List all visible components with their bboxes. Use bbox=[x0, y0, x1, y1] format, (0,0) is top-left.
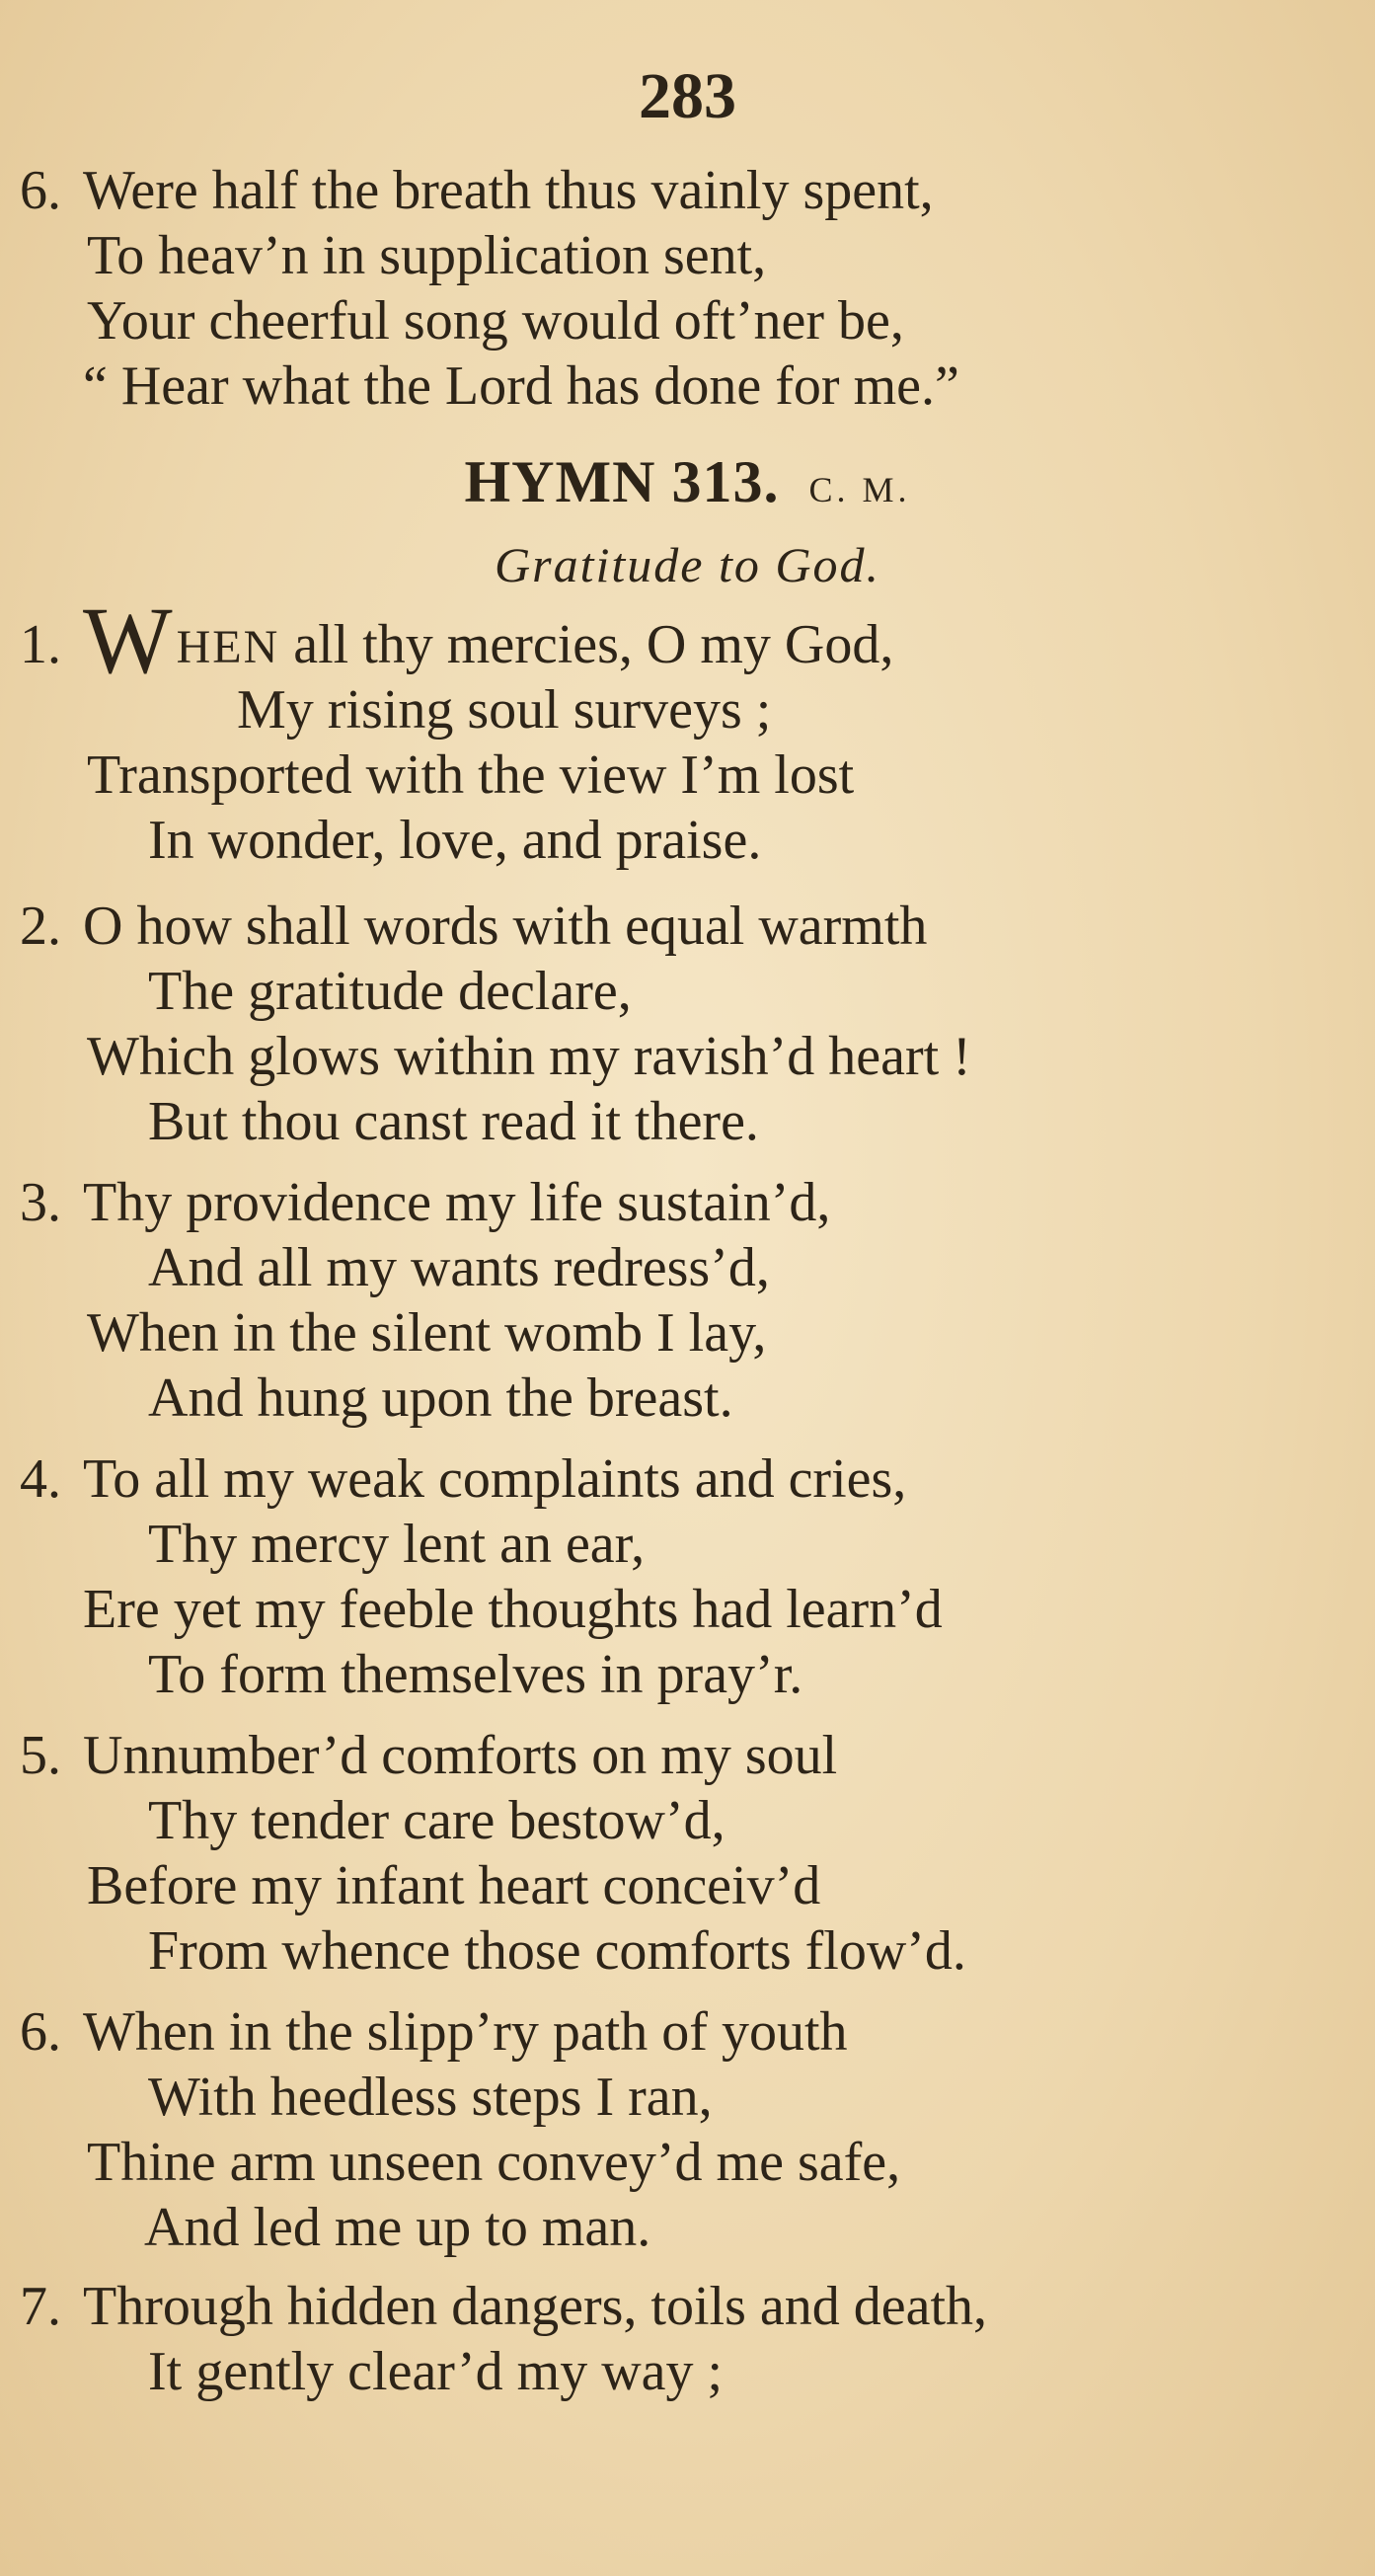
verse-line: My rising soul surveys ; bbox=[237, 679, 772, 741]
verse-line: “ Hear what the Lord has done for me.” bbox=[83, 355, 959, 417]
hymn-number: HYMN 313. bbox=[464, 449, 780, 514]
stanza-number: 5. bbox=[20, 1725, 61, 1786]
verse-line: Through hidden dangers, toils and death, bbox=[83, 2276, 988, 2337]
stanza-number: 6. bbox=[20, 2001, 61, 2063]
verse-line: Thine arm unseen convey’d me safe, bbox=[87, 2132, 901, 2193]
first-verse-line bbox=[83, 587, 894, 693]
verse-line: Thy providence my life sustain’d, bbox=[83, 1172, 831, 1233]
verse-line: The gratitude declare, bbox=[148, 961, 632, 1022]
verse-line: Before my infant heart conceiv’d bbox=[87, 1855, 821, 1916]
verse-line: To form themselves in pray’r. bbox=[148, 1644, 803, 1705]
stanza-number: 4. bbox=[20, 1448, 61, 1510]
verse-line: Unnumber’d comforts on my soul bbox=[83, 1725, 838, 1786]
page-number: 283 bbox=[639, 60, 736, 132]
verse-line: And all my wants redress’d, bbox=[148, 1237, 770, 1298]
verse-line: It gently clear’d my way ; bbox=[148, 2341, 724, 2402]
verse-line: And hung upon the breast. bbox=[148, 1367, 733, 1429]
verse-line: Your cheerful song would oft’ner be, bbox=[87, 290, 904, 351]
verse-line: Transported with the view I’m lost bbox=[87, 744, 855, 806]
stanza-number: 7. bbox=[20, 2276, 61, 2337]
verse-line: To heav’n in supplication sent, bbox=[87, 225, 767, 286]
verse-line: Which glows within my ravish’d heart ! bbox=[87, 1026, 971, 1087]
verse-line: From whence those comforts flow’d. bbox=[148, 1920, 966, 1982]
stanza-number: 2. bbox=[20, 896, 61, 957]
drop-cap: W bbox=[83, 587, 173, 693]
stanza-number: 3. bbox=[20, 1172, 61, 1233]
verse-line: Were half the breath thus vainly spent, bbox=[83, 160, 934, 221]
verse-line: In wonder, love, and praise. bbox=[148, 810, 762, 871]
verse-line: To all my weak complaints and cries, bbox=[83, 1448, 907, 1510]
stanza-number: 6. bbox=[20, 160, 61, 221]
hymn-title bbox=[0, 444, 1375, 527]
verse-line: Thy mercy lent an ear, bbox=[148, 1514, 646, 1575]
verse-line: When in the silent womb I lay, bbox=[87, 1302, 767, 1364]
verse-line: When in the slipp’ry path of youth bbox=[83, 2001, 848, 2063]
hymn-subtitle: Gratitude to God. bbox=[495, 537, 880, 592]
verse-line: O how shall words with equal warmth bbox=[83, 896, 928, 957]
verse-line: Thy tender care bestow’d, bbox=[148, 1790, 726, 1851]
verse-line: Ere yet my feeble thoughts had learn’d bbox=[83, 1579, 943, 1640]
hymn-meter: C. M. bbox=[808, 470, 911, 509]
verse-text: all thy mercies, O my God, bbox=[279, 614, 894, 675]
verse-line: With heedless steps I ran, bbox=[148, 2067, 713, 2128]
small-caps: HEN bbox=[176, 621, 280, 673]
stanza-number: 1. bbox=[20, 614, 61, 675]
verse-line: And led me up to man. bbox=[144, 2197, 651, 2258]
verse-line: But thou canst read it there. bbox=[148, 1091, 759, 1152]
